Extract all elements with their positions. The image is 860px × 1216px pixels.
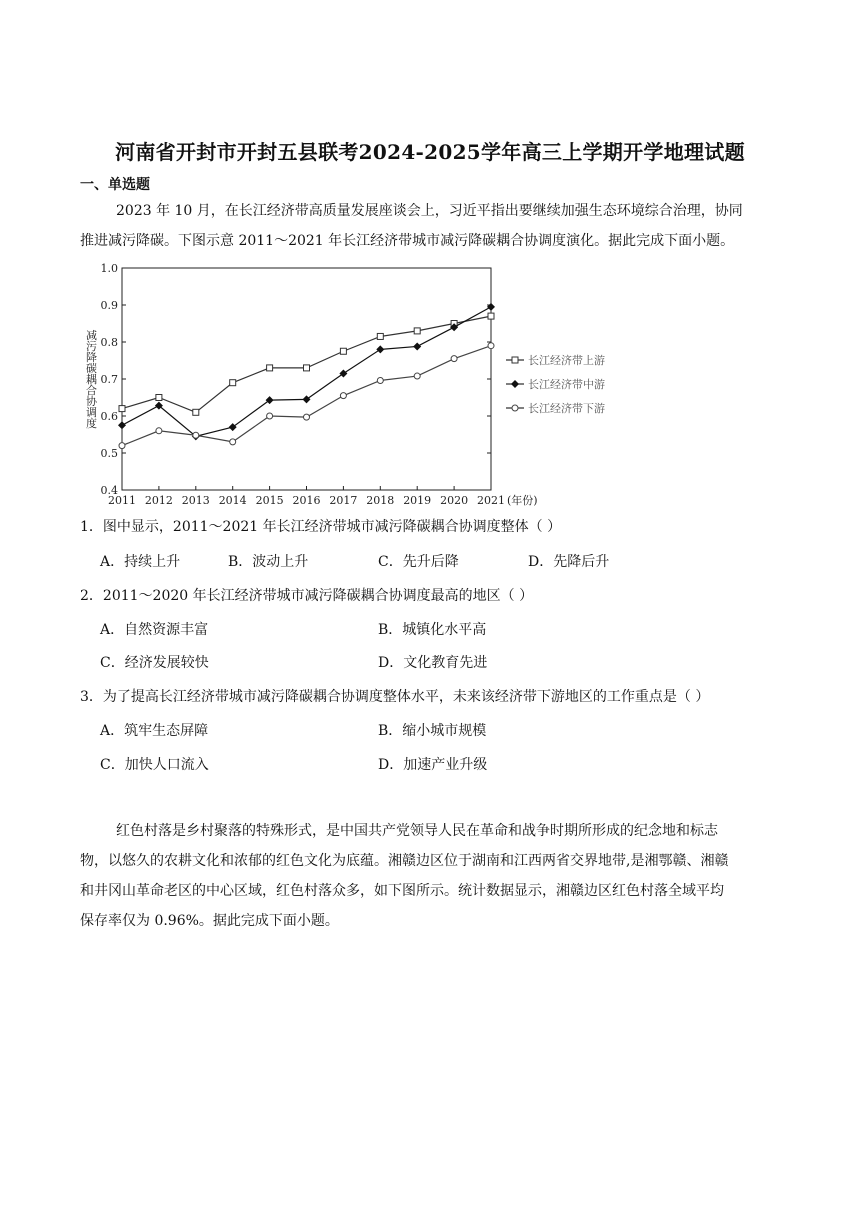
y-tick-label: 0.9 — [100, 299, 118, 312]
x-tick-label: 2020 — [440, 494, 469, 507]
q2-option-b: B．城镇化水平高 — [378, 622, 487, 638]
y-axis-label: 减污降碳耦合协调度 — [84, 329, 98, 429]
downstream-point — [119, 443, 125, 449]
downstream-point — [193, 432, 199, 438]
x-tick-label: 2012 — [144, 494, 173, 507]
midstream-point — [487, 303, 495, 311]
legend-label-2: 长江经济带中游 — [528, 378, 605, 391]
legend-label-1: 长江经济带上游 — [528, 354, 605, 367]
legend-label-3: 长江经济带下游 — [528, 402, 605, 415]
x-tick-label: 2019 — [403, 494, 432, 507]
downstream-point — [451, 356, 457, 362]
x-tick-label: 2021 — [477, 494, 505, 507]
upstream-point — [230, 380, 236, 386]
q2-option-c: C．经济发展较快 — [100, 655, 209, 671]
p2-line-4: 保存率仅为 0.96%。据此完成下面小题。 — [80, 913, 339, 929]
downstream-point — [377, 377, 383, 383]
downstream-point — [156, 428, 162, 434]
downstream-point — [267, 413, 273, 419]
y-tick-label: 0.5 — [100, 447, 118, 460]
midstream-point — [229, 423, 237, 431]
question-1: 1．图中显示，2011～2021 年长江经济带城市减污降碳耦合协调度整体（ ） — [80, 519, 562, 535]
legend-marker-midstream — [511, 380, 519, 388]
legend-marker-upstream — [512, 357, 518, 363]
upstream-point — [340, 348, 346, 354]
q3-option-b: B．缩小城市规模 — [378, 723, 487, 739]
q1-option-c: C．先升后降 — [378, 554, 459, 570]
midstream-point — [413, 342, 421, 350]
red-village-paragraph — [80, 816, 780, 936]
upstream-point — [156, 395, 162, 401]
downstream-point — [304, 414, 310, 420]
upstream-point — [304, 365, 310, 371]
y-tick-label: 0.7 — [100, 373, 118, 386]
downstream-point — [340, 393, 346, 399]
midstream-point — [339, 369, 347, 377]
intro-line-1: 2023 年 10 月，在长江经济带高质量发展座谈会上，习近平指出要继续加强生态环境综合治理，协同 — [116, 203, 743, 219]
y-tick-label: 0.4 — [100, 484, 118, 497]
x-tick-label: 2018 — [366, 494, 395, 507]
q2-option-d: D．文化教育先进 — [378, 655, 488, 671]
x-tick-label: 2017 — [329, 494, 358, 507]
q3-option-c: C．加快人口流入 — [100, 757, 209, 773]
x-axis-label: (年份) — [507, 494, 538, 507]
downstream-point — [230, 439, 236, 445]
upstream-point — [414, 328, 420, 334]
x-tick-label: 2014 — [218, 494, 247, 507]
intro-line-2: 推进减污降碳。下图示意 2011～2021 年长江经济带城市减污降碳耦合协调度演化。据此完成下面小题。 — [80, 233, 735, 249]
q2-option-a: A．自然资源丰富 — [100, 622, 209, 638]
legend-marker-downstream — [512, 405, 518, 411]
q1-option-d: D．先降后升 — [528, 554, 610, 570]
midstream-point — [376, 345, 384, 353]
upstream-point — [193, 409, 199, 415]
upstream-point — [488, 313, 494, 319]
midstream-point — [303, 395, 311, 403]
section-heading: 一、单选题 — [80, 177, 150, 193]
upstream-point — [119, 406, 125, 412]
x-tick-label: 2016 — [292, 494, 321, 507]
y-tick-label: 1.0 — [100, 262, 118, 275]
upstream-point — [267, 365, 273, 371]
q3-option-a: A．筑牢生态屏障 — [100, 723, 209, 739]
question-2: 2．2011～2020 年长江经济带城市减污降碳耦合协调度最高的地区（ ） — [80, 588, 534, 604]
x-tick-label: 2011 — [108, 494, 136, 507]
downstream-point — [488, 343, 494, 349]
x-tick-label: 2013 — [181, 494, 210, 507]
downstream-point — [414, 373, 420, 379]
upstream-point — [377, 333, 383, 339]
p2-line-2: 物，以悠久的农耕文化和浓郁的红色文化为底蕴。湘赣边区位于湖南和江西两省交界地带,是湘鄂赣、湘赣 — [80, 853, 729, 869]
p2-line-1: 红色村落是乡村聚落的特殊形式，是中国共产党领导人民在革命和战争时期所形成的纪念地和标志 — [116, 823, 718, 839]
p2-line-3: 和井冈山革命老区的中心区域，红色村落众多，如下图所示。统计数据显示，湘赣边区红色村落全域平均 — [80, 883, 724, 899]
intro-paragraph — [80, 196, 780, 256]
question-3: 3．为了提高长江经济带城市减污降碳耦合协调度整体水平，未来该经济带下游地区的工作重点是（ ） — [80, 689, 710, 705]
coupling-coordination-chart — [84, 258, 636, 510]
q1-option-a: A．持续上升 — [100, 554, 181, 570]
page-title: 河南省开封市开封五县联考2024-2025学年高三上学期开学地理试题 — [115, 140, 745, 164]
y-tick-label: 0.8 — [100, 336, 118, 349]
y-tick-label: 0.6 — [100, 410, 118, 423]
q3-option-d: D．加速产业升级 — [378, 757, 488, 773]
plot-frame — [122, 268, 491, 490]
q1-option-b: B．波动上升 — [228, 554, 309, 570]
x-tick-label: 2015 — [255, 494, 284, 507]
midstream-point — [118, 421, 126, 429]
midstream-point — [266, 396, 274, 404]
